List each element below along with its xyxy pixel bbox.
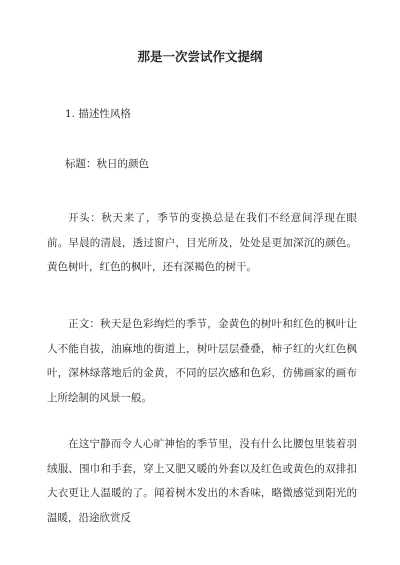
paragraph-body: 正文：秋天是色彩绚烂的季节，金黄色的树叶和红色的枫叶让人不能自拔，油麻地的街道上，树叶层层叠叠，柿子红的火红色枫叶，深林绿落地后的金黄，不同的层次感和色彩，仿佛画家的画布上所绘制的风景一般。: [47, 318, 357, 404]
section-heading: 1. 描述性风格: [65, 108, 131, 120]
document-title: 那是一次尝试作文提纲: [137, 49, 263, 64]
paragraph-continuation: 在这宁静而令人心旷神怡的季节里，没有什么比腰包里装着羽绒服、围巾和手套，穿上又肥又暖的外套以及红色或黄色的双排扣大衣更让人温暖的了。闻着树木发出的木香味，略微感觉到阳光的温暖，沿途欣赏反: [47, 438, 357, 524]
paragraph-opening: 开头：秋天来了，季节的变换总是在我们不经意间浮现在眼前。早晨的清晨，透过窗户，目光所及，处处是更加深沉的颜色。黄色树叶，红色的枫叶，还有深褐色的树干。: [47, 212, 357, 273]
essay-subtitle: 标题：秋日的颜色: [65, 158, 149, 170]
